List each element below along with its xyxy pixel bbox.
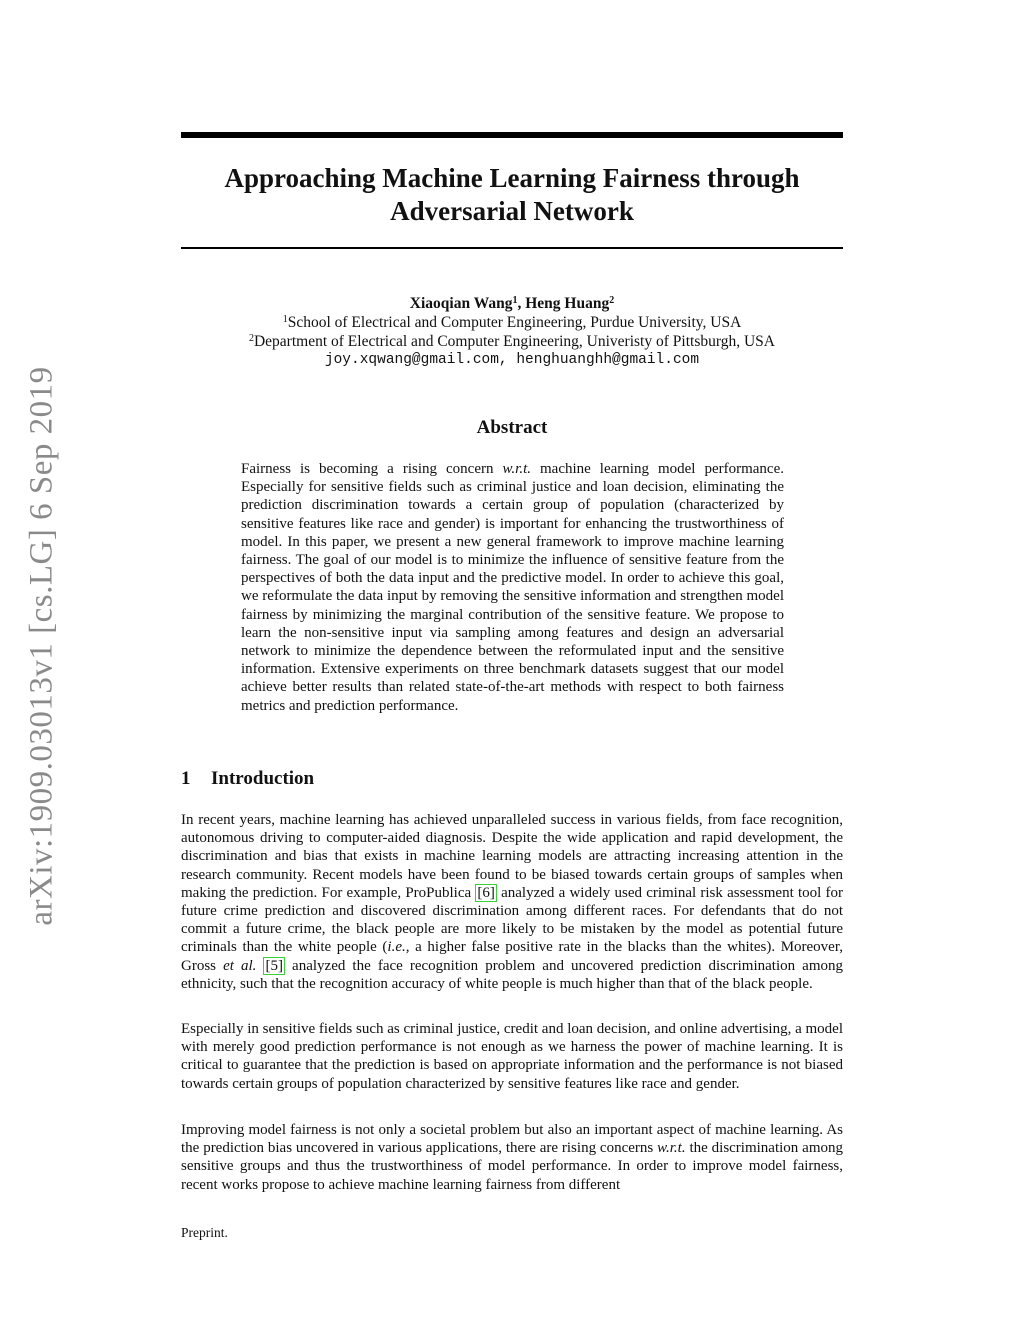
affiliation-1 [181, 313, 843, 332]
author-2-sup: 2 [609, 295, 615, 306]
p3-text-b: the discrimination among sensitive groups and thus the trustworthiness of model performance. In order to improve model fairness, recent works propose to achieve machine learning fairness from different [181, 1140, 843, 1193]
citation-link-6[interactable]: [6] [477, 884, 495, 901]
section-title: Introduction [211, 768, 315, 789]
abstract-heading: Abstract [476, 417, 548, 438]
affiliation-1-text: School of Electrical and Computer Engineering, Purdue University, USA [287, 314, 742, 331]
footer-preprint: Preprint. [181, 1225, 228, 1240]
intro-paragraph-2: Especially in sensitive fields such as criminal justice, credit and loan decision, and online advertising, a model with merely good prediction performance is not enough as we harness the power of machine learning. It is critical to guarantee that the prediction is based on appropriate information and the performance is not biased towards certain groups of population characterized by sensitive features like race and gender. [181, 1021, 843, 1092]
affiliation-2-sup: 2 [248, 333, 254, 344]
p1-ie: i.e., [387, 939, 410, 956]
citation-link-5[interactable]: [5] [265, 957, 283, 974]
p1-etal: et al. [223, 957, 257, 974]
arxiv-stamp: arXiv:1909.03013v1 [cs.LG] 6 Sep 2019 [23, 366, 60, 926]
affiliation-2 [181, 332, 843, 351]
author-1-sup: 1 [512, 295, 518, 306]
author-emails: joy.xqwang@gmail.com, henghuanghh@gmail.com [324, 352, 700, 368]
section-number: 1 [181, 768, 191, 789]
title-line-2: Adversarial Network [390, 196, 634, 226]
abstract-text-b: machine learning model performance. Especially for sensitive fields such as criminal justice and loan decision, eliminating the prediction discrimination towards a certain group of population (characterized by sensitive features like race and gender) is important for enhancing the trustworthiness of model. In this paper, we present a new general framework to improve machine learning fairness. The goal of our model is to minimize the influence of sensitive feature from the perspectives of both the data input and the predictive model. In order to achieve this goal, we reformulate the data input by removing the sensitive information and strengthen model fairness by minimizing the marginal contribution of the sensitive feature. We propose to learn the non-sensitive input via sampling among features and design an adversarial network to minimize the dependence between the reformulated input and the sensitive information. Extensive experiments on three benchmark datasets suggest that our model achieve better results than related state-of-the-art methods with respect to both fairness metrics and prediction performance. [241, 461, 784, 714]
intro-paragraph-1 [181, 811, 843, 993]
author-2: Heng Huang [525, 295, 610, 312]
p3-text-a: Improving model fairness is not only a societal problem but also an important aspect of machine learning. As the prediction bias uncovered in various applications, there are rising concerns [181, 1122, 843, 1157]
abstract-wrt: w.r.t. [502, 461, 531, 477]
title-line-1: Approaching Machine Learning Fairness through [224, 163, 800, 193]
author-names [181, 294, 843, 313]
title-top-rule [181, 132, 843, 138]
author-separator: , [517, 295, 526, 312]
paper-title [181, 162, 843, 228]
author-block [181, 294, 843, 370]
author-1: Xiaoqian Wang [409, 295, 513, 312]
affiliation-1-sup: 1 [282, 314, 288, 325]
p1-text-c: a higher false positive rate in the blacks than the whites). Moreover, Gross [181, 939, 843, 974]
abstract-text-a: Fairness is becoming a rising concern [241, 461, 503, 477]
p1-text-b: analyzed a widely used criminal risk assessment tool for future crime prediction and discovered discrimination among different races. For defendants that do not commit a future crime, the black people are more likely to be mistaken by the model as potential future criminals than the white people ( [181, 884, 843, 956]
intro-paragraph-3 [181, 1121, 843, 1194]
p3-wrt: w.r.t. [657, 1140, 686, 1157]
p1-text-a: In recent years, machine learning has achieved unparalleled success in various fields, from face recognition, autonomous driving to computer-aided diagnosis. Despite the wide application and rapid development, the discrimination and bias that exists in machine learning models are attracting increasing attention in the research community. Recent models have been found to be biased towards certain groups of samples when making the prediction. For example, ProPublica [181, 812, 843, 901]
section-heading-introduction [181, 768, 314, 790]
abstract-text [241, 460, 784, 715]
p1-text-e: analyzed the face recognition problem and uncovered prediction discrimination among ethnicity, such that the recognition accuracy of white people is much higher than that of the black people. [181, 957, 844, 992]
affiliation-2-text: Department of Electrical and Computer Engineering, Univeristy of Pittsburgh, USA [253, 333, 775, 350]
title-bottom-rule [181, 247, 843, 249]
